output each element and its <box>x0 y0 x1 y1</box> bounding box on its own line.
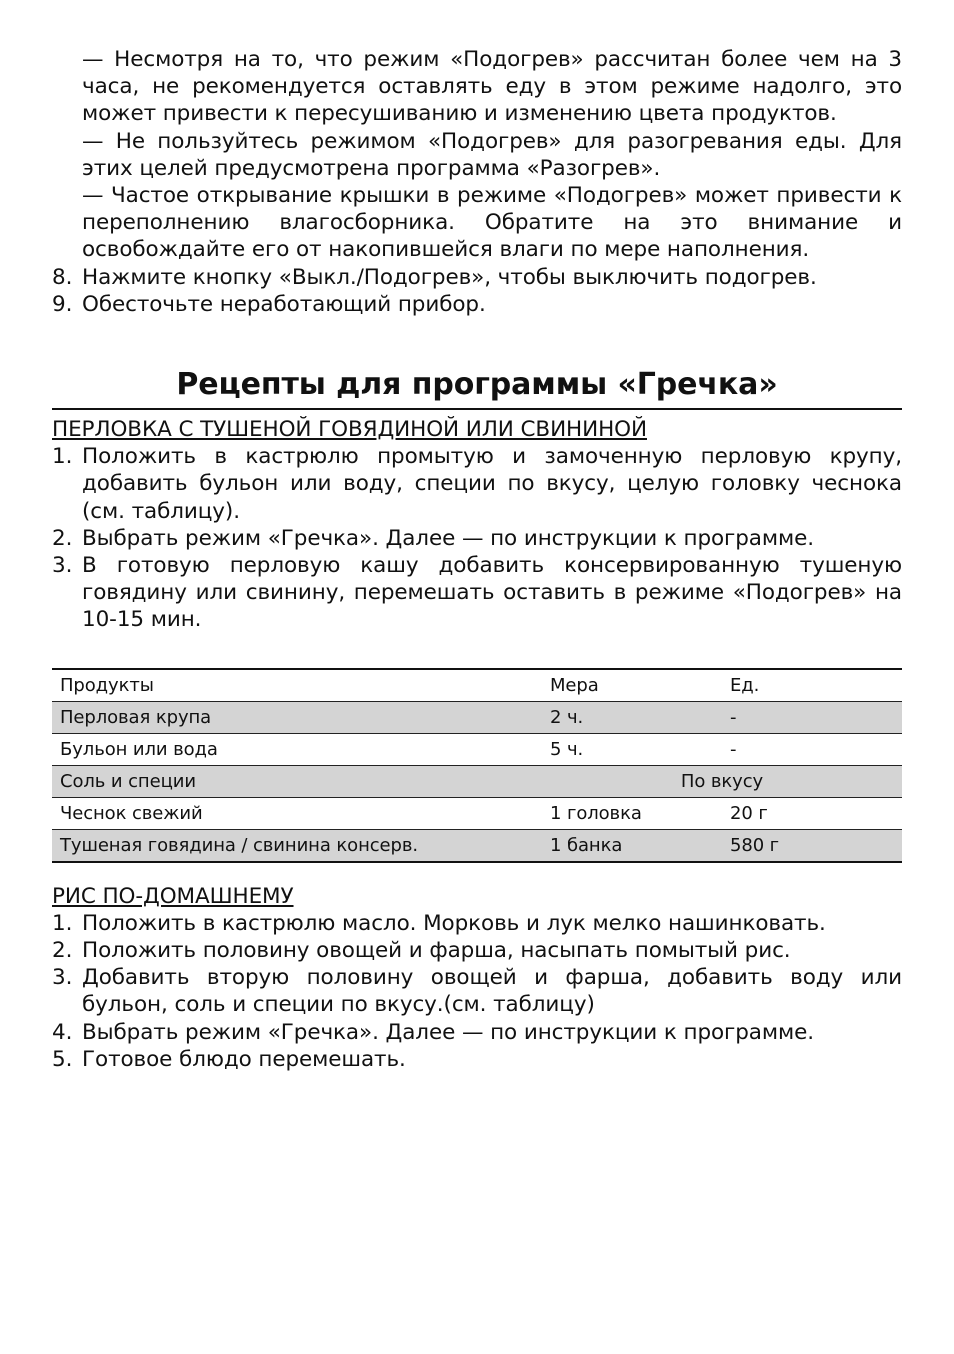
step-number: 3. <box>52 553 73 579</box>
cell-measure: 5 ч. <box>542 733 722 765</box>
cell-unit: 20 г <box>722 797 902 829</box>
note-item: — Не пользуйтесь режимом «Подогрев» для разогревания еды. Для этих целей предусмотрена программа «Разогрев». <box>82 128 902 181</box>
table-header-row <box>52 669 902 702</box>
step-text: Положить половину овощей и фарша, насыпать помытый рис. <box>82 938 791 964</box>
note-item: — Несмотря на то, что режим «Подогрев» рассчитан более чем на 3 часа, не рекомендуется оставлять еду в этом режиме надолго, это может привести к пересушиванию и изменению цвета продуктов. <box>82 47 902 127</box>
step-text: Нажмите кнопку «Выкл./Подогрев», чтобы выключить подогрев. <box>82 264 817 290</box>
cell-measure: 1 банка <box>542 829 722 862</box>
step-text: Готовое блюдо перемешать. <box>82 1046 406 1072</box>
cell-unit: 580 г <box>722 829 902 862</box>
list-item <box>52 264 902 291</box>
step-number: 2. <box>52 938 73 964</box>
cell-product: Тушеная говядина / свинина консерв. <box>52 829 542 862</box>
recipe1-title: ПЕРЛОВКА С ТУШЕНОЙ ГОВЯДИНОЙ ИЛИ СВИНИНОЙ <box>52 417 647 443</box>
step-number: 5. <box>52 1046 73 1072</box>
list-item <box>52 552 902 634</box>
list-item <box>52 910 902 937</box>
steps-top-list <box>52 264 902 318</box>
cell-product: Перловая крупа <box>52 701 542 733</box>
list-item <box>52 1019 902 1046</box>
page-content <box>52 46 902 1073</box>
cell-merged: По вкусу <box>542 765 902 797</box>
ingredients-table <box>52 668 902 863</box>
step-text: Добавить вторую половину овощей и фарша, добавить воду или бульон, соль и специи по вкусу.(см. таблицу) <box>82 965 902 1018</box>
list-item <box>52 291 902 318</box>
table-row <box>52 733 902 765</box>
header-unit: Ед. <box>722 669 902 702</box>
step-number: 4. <box>52 1019 73 1045</box>
table-row <box>52 765 902 797</box>
warmup-notes <box>52 46 902 264</box>
cell-measure: 2 ч. <box>542 701 722 733</box>
cell-unit: - <box>722 733 902 765</box>
table-row <box>52 797 902 829</box>
step-text: В готовую перловую кашу добавить консервированную тушеную говядину или свинину, перемешать оставить в режиме «Подогрев» на 10-15 мин. <box>82 553 902 633</box>
step-number: 1. <box>52 910 73 936</box>
list-item <box>52 525 902 552</box>
header-measure: Мера <box>542 669 722 702</box>
cell-measure: 1 головка <box>542 797 722 829</box>
list-item <box>52 443 902 525</box>
recipe2-steps <box>52 910 902 1073</box>
cell-product: Соль и специи <box>52 765 542 797</box>
recipe2-title: РИС ПО-ДОМАШНЕМУ <box>52 883 294 909</box>
list-item <box>52 964 902 1018</box>
note-item: — Частое открывание крышки в режиме «Подогрев» может привести к переполнению влагосборника. Обратите на это внимание и освобождайте его от накопившейся влаги по мере наполнения. <box>82 183 902 263</box>
table-row <box>52 701 902 733</box>
step-text: Обесточьте неработающий прибор. <box>82 291 486 317</box>
step-number: 3. <box>52 965 73 991</box>
list-item <box>52 937 902 964</box>
cell-product: Бульон или вода <box>52 733 542 765</box>
list-item <box>52 1046 902 1073</box>
step-text: Выбрать режим «Гречка». Далее — по инструкции к программе. <box>82 1019 814 1045</box>
step-text: Положить в кастрюлю промытую и замоченную перловую крупу, добавить бульон или воду, специи по вкусу, целую головку чеснока (см. таблицу). <box>82 444 902 524</box>
step-number: 9. <box>52 291 73 317</box>
cell-unit: - <box>722 701 902 733</box>
step-number: 8. <box>52 264 73 290</box>
cell-product: Чеснок свежий <box>52 797 542 829</box>
step-number: 1. <box>52 444 73 470</box>
table-row <box>52 829 902 862</box>
header-product: Продукты <box>52 669 542 702</box>
page-heading: Рецепты для программы «Гречка» <box>52 366 902 410</box>
step-text: Выбрать режим «Гречка». Далее — по инструкции к программе. <box>82 525 814 551</box>
step-number: 2. <box>52 525 73 551</box>
step-text: Положить в кастрюлю масло. Морковь и лук мелко нашинковать. <box>82 910 826 936</box>
recipe1-steps <box>52 443 902 633</box>
